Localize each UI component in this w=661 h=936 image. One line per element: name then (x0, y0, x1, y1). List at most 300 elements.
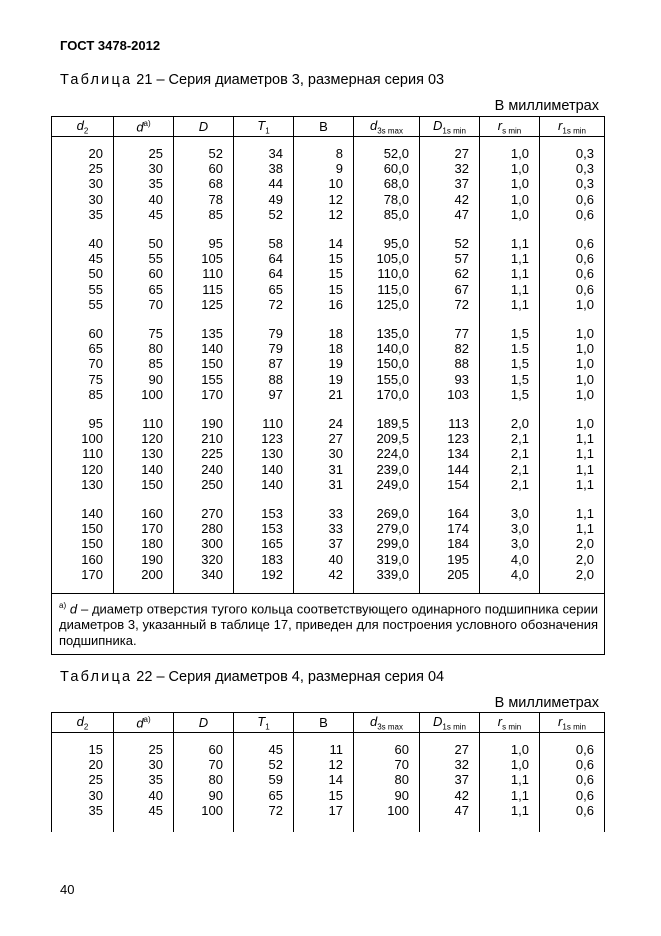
table-cell: 320 (174, 552, 234, 567)
table-cell: 240 (174, 462, 234, 477)
table-cell: 135,0 (354, 312, 420, 341)
table-row (52, 251, 605, 266)
table-cell: 120 (114, 431, 174, 446)
page-number: 40 (60, 882, 75, 897)
table-row (52, 567, 605, 594)
table-cell: 31 (294, 462, 354, 477)
table-cell: 38 (234, 161, 294, 176)
table-cell: 64 (234, 251, 294, 266)
table-cell: 110 (52, 446, 114, 461)
table-cell: 2,1 (480, 446, 540, 461)
table-cell: 110 (234, 402, 294, 431)
table-cell: 30 (52, 176, 114, 191)
table-cell: 65 (114, 282, 174, 297)
table-cell: 0,6 (540, 788, 605, 803)
table-cell: 174 (420, 521, 480, 536)
table-row (52, 536, 605, 551)
table-cell: 1,0 (540, 297, 605, 312)
table-cell: 210 (174, 431, 234, 446)
table-cell: 65 (234, 282, 294, 297)
col-header-D1s-min: $D_{1s min}$ (420, 713, 480, 733)
table-cell: 134 (420, 446, 480, 461)
table-cell: 45 (114, 803, 174, 832)
table-cell: 33 (294, 492, 354, 521)
table-cell: 1,0 (480, 161, 540, 176)
table-cell: 60 (354, 733, 420, 758)
col-header-rs-min: $r_{s min}$ (480, 713, 540, 733)
table-cell: 164 (420, 492, 480, 521)
col-header-d2: $d_2$ (52, 713, 114, 733)
table-cell: 1,1 (540, 462, 605, 477)
table-cell: 2,1 (480, 431, 540, 446)
table-cell: 205 (420, 567, 480, 594)
table-cell: 2,0 (480, 402, 540, 431)
table-cell: 30 (52, 192, 114, 207)
table-row (52, 341, 605, 356)
table-cell: 85 (174, 207, 234, 222)
table-22-caption: Таблица 22 – Серия диаметров 4, размерная серия 04 (60, 669, 445, 685)
table-cell: 64 (234, 266, 294, 281)
table-cell: 100 (114, 387, 174, 402)
table-cell: 55 (52, 297, 114, 312)
table-row (52, 372, 605, 387)
table-cell: 170,0 (354, 387, 420, 402)
table-cell: 0,6 (540, 803, 605, 832)
table-cell: 45 (114, 207, 174, 222)
table-cell: 2,1 (480, 462, 540, 477)
table-cell: 1.5 (480, 341, 540, 356)
table-cell: 1,0 (540, 402, 605, 431)
table-row (52, 788, 605, 803)
table-cell: 15 (294, 266, 354, 281)
table-cell: 72 (234, 803, 294, 832)
table-cell: 125 (174, 297, 234, 312)
table-cell: 200 (114, 567, 174, 594)
table-cell: 110 (114, 402, 174, 431)
table-cell: 140 (174, 341, 234, 356)
table-cell: 120 (52, 462, 114, 477)
col-header-T1: $T_1$ (234, 713, 294, 733)
table-cell: 8 (294, 137, 354, 162)
table-cell: 68,0 (354, 176, 420, 191)
table-cell: 0,6 (540, 266, 605, 281)
table-cell: 155,0 (354, 372, 420, 387)
table-cell: 95 (52, 402, 114, 431)
table-cell: 110 (174, 266, 234, 281)
table-cell: 42 (420, 788, 480, 803)
table-cell: 67 (420, 282, 480, 297)
table-cell: 225 (174, 446, 234, 461)
table-cell: 14 (294, 772, 354, 787)
col-header-r1s-min: $r_{1s min}$ (540, 117, 605, 137)
col-header-D1s-min: $D_{1s min}$ (420, 117, 480, 137)
table-cell: 32 (420, 161, 480, 176)
table-cell: 70 (114, 297, 174, 312)
table-cell: 299,0 (354, 536, 420, 551)
table-cell: 153 (234, 492, 294, 521)
table-cell: 269,0 (354, 492, 420, 521)
table-cell: 1,1 (480, 266, 540, 281)
table-cell: 11 (294, 733, 354, 758)
table-cell: 195 (420, 552, 480, 567)
table-cell: 184 (420, 536, 480, 551)
table-cell: 100 (174, 803, 234, 832)
table-cell: 340 (174, 567, 234, 594)
table-cell: 65 (234, 788, 294, 803)
table-cell: 4,0 (480, 552, 540, 567)
table-cell: 14 (294, 222, 354, 251)
table-cell: 1,0 (480, 192, 540, 207)
table-cell: 150 (174, 356, 234, 371)
table-cell: 0,6 (540, 282, 605, 297)
table-cell: 1,1 (540, 477, 605, 492)
table-cell: 60 (174, 161, 234, 176)
table-cell: 1,0 (540, 372, 605, 387)
col-header-r1s-min: $r_{1s min}$ (540, 713, 605, 733)
table-cell: 192 (234, 567, 294, 594)
table-cell: 1,0 (480, 207, 540, 222)
table-cell: 0,3 (540, 176, 605, 191)
table-cell: 0,6 (540, 207, 605, 222)
table-cell: 52 (174, 137, 234, 162)
table-cell: 249,0 (354, 477, 420, 492)
table-cell: 1,5 (480, 372, 540, 387)
table-cell: 189,5 (354, 402, 420, 431)
table-cell: 1,5 (480, 387, 540, 402)
table-cell: 1,5 (480, 312, 540, 341)
table-cell: 47 (420, 207, 480, 222)
table-cell: 144 (420, 462, 480, 477)
table-cell: 27 (420, 733, 480, 758)
table-cell: 59 (234, 772, 294, 787)
col-header-d3s-max: $d_{3s max}$ (354, 117, 420, 137)
table-cell: 135 (174, 312, 234, 341)
table-cell: 1,0 (480, 176, 540, 191)
table-cell: 85,0 (354, 207, 420, 222)
table-cell: 27 (420, 137, 480, 162)
table-row (52, 552, 605, 567)
table-cell: 0,6 (540, 251, 605, 266)
table-cell: 1,0 (480, 137, 540, 162)
table-row (52, 772, 605, 787)
table-cell: 18 (294, 312, 354, 341)
table-cell: 15 (294, 282, 354, 297)
table-row (52, 477, 605, 492)
table-cell: 0,6 (540, 222, 605, 251)
table-row (52, 282, 605, 297)
table-cell: 35 (52, 207, 114, 222)
table-cell: 60 (174, 733, 234, 758)
table-21-units: В миллиметрах (494, 98, 599, 114)
table-cell: 170 (174, 387, 234, 402)
table-cell: 75 (52, 372, 114, 387)
table-row (52, 733, 605, 758)
table-cell: 2,0 (540, 552, 605, 567)
table-cell: 40 (114, 192, 174, 207)
table-cell: 19 (294, 372, 354, 387)
table-cell: 165 (234, 536, 294, 551)
table-cell: 1,1 (540, 431, 605, 446)
table-cell: 0,6 (540, 757, 605, 772)
document-header: ГОСТ 3478-2012 (60, 38, 161, 53)
table-cell: 72 (420, 297, 480, 312)
table-row (52, 431, 605, 446)
table-cell: 239,0 (354, 462, 420, 477)
table-cell: 52 (234, 757, 294, 772)
table-21-footnote: $^{a)}$ d – диаметр отверстия тугого кольца соответствующего одинарного подшипника серии диаметров 3, указанный в таблице 17, приведен для построения условного обозначения подшипника. (52, 594, 605, 655)
table-cell: 95,0 (354, 222, 420, 251)
table-cell: 40 (294, 552, 354, 567)
table-21-caption: Таблица 21 – Серия диаметров 3, размерная серия 03 (60, 72, 445, 88)
table-22-units: В миллиметрах (494, 695, 599, 711)
table-cell: 100 (52, 431, 114, 446)
col-header-d3s-max: $d_{3s max}$ (354, 713, 420, 733)
table-cell: 1,0 (540, 312, 605, 341)
table-cell: 82 (420, 341, 480, 356)
table-cell: 2,0 (540, 567, 605, 594)
table-cell: 50 (114, 222, 174, 251)
col-header-T1: $T_1$ (234, 117, 294, 137)
table-cell: 1,0 (480, 733, 540, 758)
table-cell: 0,6 (540, 733, 605, 758)
table-row (52, 521, 605, 536)
table-cell: 15 (294, 788, 354, 803)
table-cell: 85 (52, 387, 114, 402)
table-cell: 224,0 (354, 446, 420, 461)
col-header-B: B (294, 117, 354, 137)
table-cell: 140 (52, 492, 114, 521)
table-cell: 115 (174, 282, 234, 297)
table-cell: 55 (114, 251, 174, 266)
table-row (52, 161, 605, 176)
table-cell: 110,0 (354, 266, 420, 281)
table-cell: 0,3 (540, 137, 605, 162)
table-cell: 49 (234, 192, 294, 207)
table-row (52, 297, 605, 312)
table-cell: 80 (114, 341, 174, 356)
col-header-D: D (174, 117, 234, 137)
table-cell: 339,0 (354, 567, 420, 594)
table-cell: 9 (294, 161, 354, 176)
table-cell: 4,0 (480, 567, 540, 594)
table-cell: 70 (174, 757, 234, 772)
table-cell: 209,5 (354, 431, 420, 446)
table-cell: 279,0 (354, 521, 420, 536)
table-row (52, 402, 605, 431)
table-cell: 42 (420, 192, 480, 207)
col-header-d: $d^{a)}$ (114, 713, 174, 733)
table-cell: 70 (354, 757, 420, 772)
table-cell: 90 (114, 372, 174, 387)
table-row (52, 356, 605, 371)
table-cell: 0,6 (540, 772, 605, 787)
table-cell: 25 (114, 733, 174, 758)
col-header-rs-min: $r_{s min}$ (480, 117, 540, 137)
table-cell: 1,0 (480, 757, 540, 772)
table-cell: 3,0 (480, 521, 540, 536)
table-cell: 105 (174, 251, 234, 266)
table-cell: 47 (420, 803, 480, 832)
table-row (52, 207, 605, 222)
table-cell: 42 (294, 567, 354, 594)
table-cell: 1,1 (480, 297, 540, 312)
table-cell: 88 (234, 372, 294, 387)
table-cell: 60 (52, 312, 114, 341)
table-cell: 95 (174, 222, 234, 251)
table-row (52, 222, 605, 251)
table-cell: 12 (294, 192, 354, 207)
table-cell: 97 (234, 387, 294, 402)
table-cell: 50 (52, 266, 114, 281)
table-cell: 77 (420, 312, 480, 341)
table-row (52, 492, 605, 521)
table-cell: 1,1 (480, 282, 540, 297)
table-cell: 78,0 (354, 192, 420, 207)
table-cell: 70 (52, 356, 114, 371)
col-header-B: B (294, 713, 354, 733)
table-row (52, 176, 605, 191)
table-cell: 65 (52, 341, 114, 356)
table-cell: 25 (114, 137, 174, 162)
table-cell: 1,0 (540, 387, 605, 402)
table-cell: 300 (174, 536, 234, 551)
table-cell: 40 (114, 788, 174, 803)
table-cell: 150 (114, 477, 174, 492)
table-cell: 115,0 (354, 282, 420, 297)
table-cell: 30 (114, 161, 174, 176)
table-cell: 20 (52, 137, 114, 162)
table-cell: 190 (114, 552, 174, 567)
table-cell: 35 (114, 772, 174, 787)
table-cell: 44 (234, 176, 294, 191)
table-cell: 1,1 (480, 788, 540, 803)
table-cell: 45 (234, 733, 294, 758)
table-cell: 15 (52, 733, 114, 758)
table-cell: 160 (52, 552, 114, 567)
table-cell: 140 (234, 462, 294, 477)
table-header-row (52, 117, 605, 137)
col-header-d2: $d_2$ (52, 117, 114, 137)
table-cell: 150 (52, 536, 114, 551)
table-cell: 3,0 (480, 536, 540, 551)
table-cell: 20 (52, 757, 114, 772)
table-cell: 90 (174, 788, 234, 803)
table-cell: 140 (114, 462, 174, 477)
table-cell: 2,0 (540, 536, 605, 551)
table-cell: 37 (294, 536, 354, 551)
table-cell: 3,0 (480, 492, 540, 521)
table-cell: 58 (234, 222, 294, 251)
table-cell: 250 (174, 477, 234, 492)
table-cell: 57 (420, 251, 480, 266)
table-cell: 21 (294, 387, 354, 402)
table-row (52, 757, 605, 772)
table-row (52, 387, 605, 402)
table-cell: 35 (114, 176, 174, 191)
table-cell: 1,5 (480, 356, 540, 371)
table-cell: 155 (174, 372, 234, 387)
table-cell: 160 (114, 492, 174, 521)
table-cell: 88 (420, 356, 480, 371)
table-cell: 27 (294, 431, 354, 446)
table-cell: 130 (114, 446, 174, 461)
table-21-footnote-row (52, 594, 605, 655)
table-cell: 103 (420, 387, 480, 402)
table-cell: 150,0 (354, 356, 420, 371)
table-cell: 72 (234, 297, 294, 312)
table-cell: 2,1 (480, 477, 540, 492)
table-cell: 140 (234, 477, 294, 492)
table-cell: 40 (52, 222, 114, 251)
table-cell: 1,0 (540, 356, 605, 371)
table-cell: 1,1 (480, 772, 540, 787)
table-cell: 68 (174, 176, 234, 191)
table-cell: 78 (174, 192, 234, 207)
table-cell: 52,0 (354, 137, 420, 162)
table-cell: 55 (52, 282, 114, 297)
table-cell: 79 (234, 341, 294, 356)
table-cell: 123 (420, 431, 480, 446)
table-cell: 87 (234, 356, 294, 371)
table-cell: 45 (52, 251, 114, 266)
table-cell: 52 (420, 222, 480, 251)
table-cell: 270 (174, 492, 234, 521)
table-cell: 100 (354, 803, 420, 832)
table-cell: 319,0 (354, 552, 420, 567)
table-cell: 105,0 (354, 251, 420, 266)
table-cell: 60,0 (354, 161, 420, 176)
table-cell: 0,6 (540, 192, 605, 207)
table-cell: 140,0 (354, 341, 420, 356)
table-cell: 17 (294, 803, 354, 832)
table-cell: 123 (234, 431, 294, 446)
table-cell: 79 (234, 312, 294, 341)
table-cell: 1,1 (480, 222, 540, 251)
table-cell: 1,1 (480, 803, 540, 832)
table-cell: 62 (420, 266, 480, 281)
table-cell: 52 (234, 207, 294, 222)
table-cell: 1,0 (540, 341, 605, 356)
table-cell: 24 (294, 402, 354, 431)
table-cell: 280 (174, 521, 234, 536)
table-row (52, 266, 605, 281)
table-cell: 180 (114, 536, 174, 551)
table-cell: 130 (234, 446, 294, 461)
table-cell: 32 (420, 757, 480, 772)
table-cell: 35 (52, 803, 114, 832)
table-cell: 0,3 (540, 161, 605, 176)
table-cell: 75 (114, 312, 174, 341)
table-cell: 154 (420, 477, 480, 492)
table-cell: 150 (52, 521, 114, 536)
table-row (52, 446, 605, 461)
table-cell: 113 (420, 402, 480, 431)
table-cell: 183 (234, 552, 294, 567)
table-cell: 30 (114, 757, 174, 772)
table-cell: 85 (114, 356, 174, 371)
table-cell: 31 (294, 477, 354, 492)
table-cell: 170 (52, 567, 114, 594)
table-cell: 19 (294, 356, 354, 371)
table-cell: 170 (114, 521, 174, 536)
table-row (52, 462, 605, 477)
table-cell: 153 (234, 521, 294, 536)
table-cell: 93 (420, 372, 480, 387)
table-cell: 12 (294, 207, 354, 222)
table-cell: 1,1 (540, 521, 605, 536)
table-cell: 10 (294, 176, 354, 191)
table-cell: 33 (294, 521, 354, 536)
